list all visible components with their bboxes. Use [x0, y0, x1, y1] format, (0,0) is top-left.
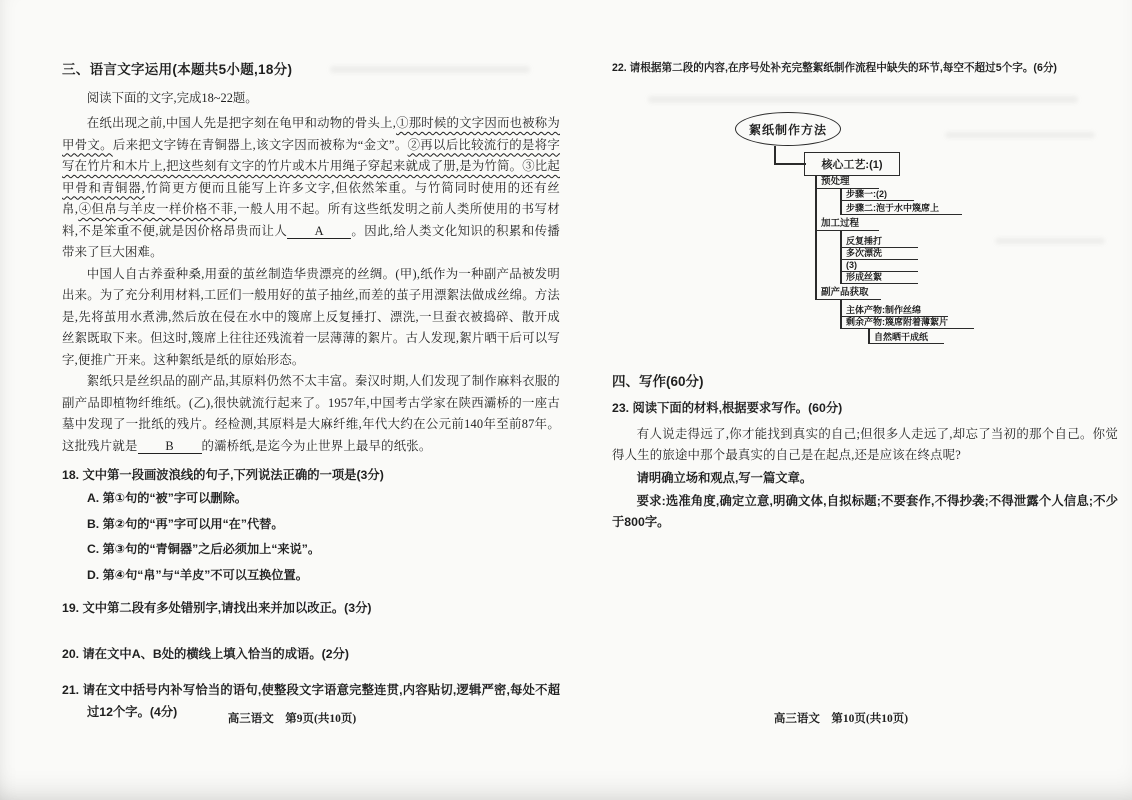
question-22-stem: 22. 请根据第二段的内容,在序号处补充完整絮纸制作流程中缺失的环节,每空不超过5个字。(6分): [612, 62, 1057, 74]
flowchart-root-ellipse: 絮纸制作方法: [735, 112, 841, 146]
question-18-option-c: C. 第③句的“青铜器”之后必须加上“来说”。: [87, 542, 321, 556]
passage-paragraph-2: 中国人自古养蚕种桑,用蚕的茧丝制造华贵漂亮的丝绸。(甲),纸作为一种副产品被发明出来。为了充分利用材料,工匠们一般用好的茧子抽丝,而差的茧子用漂絮法做成丝绵。方法是,先将茧用水煮沸,然后放在侵在水中的篾席上反复捶打、漂洗,一旦蚕衣被捣碎、散开成丝絮既取下来。但这时,篾席上往往还残流着一层薄薄的絮片。古人发现,絮片晒干后可以写字,便推广开来。这种絮纸是纸的原始形态。: [62, 266, 560, 367]
flowchart-branch-processing: 加工过程: [815, 218, 879, 231]
essay-instruction: 请明确立场和观点,写一篇文章。: [636, 471, 813, 485]
flowchart-process-step-3: (3): [840, 259, 918, 272]
flowchart-step-2: 步骤二:泡于水中篾席上: [840, 202, 962, 215]
text-segment: 竹简更方便而且能写上许多文字,但依然笨重。与竹简同时使用的还有丝帛,: [62, 180, 560, 216]
blank-a: A: [287, 225, 351, 239]
tree-trunk-line: [815, 176, 817, 300]
wavy-sentence-3: ③比起甲骨和青铜器,: [62, 159, 560, 195]
page-9: [62, 58, 560, 723]
text-segment: 的灞桥纸,是迄今为止世界上最早的纸张。: [201, 438, 432, 453]
question-19-stem: 19. 文中第二段有多处错别字,请找出来并加以改正。(3分): [62, 601, 372, 615]
question-18-option-b: B. 第②句的“再”字可以用“在”代替。: [87, 516, 284, 531]
page-footer-right: 高三语文 第10页(共10页): [773, 713, 909, 725]
flowchart-core-process-box: 核心工艺:(1): [804, 152, 900, 176]
question-18-option-a: A. 第①句的“被”字可以删除。: [87, 491, 247, 505]
passage-paragraph-1: [62, 113, 560, 264]
section-3-heading: 三、语言文字运用(本题共5小题,18分): [62, 62, 293, 77]
question-21-stem: 21. 请在文中括号内补写恰当的语句,使整段文字语意完整连贯,内容贴切,逻辑严密,每处不超过12个字。(4分): [62, 683, 560, 719]
connector-line: [774, 163, 806, 165]
text-segment: 。因此,给人类文化知识的积累和传播带来了巨大困难。: [62, 223, 561, 259]
section-4-heading: 四、写作(60分): [612, 374, 704, 389]
papermaking-flowchart: [718, 108, 1018, 360]
blank-b: B: [138, 440, 202, 454]
question-18-option-d: D. 第④句“帛”与“羊皮”不可以互换位置。: [87, 567, 308, 582]
flowchart-process-step-2: 多次漂洗: [840, 247, 918, 260]
page-10: [612, 58, 1118, 533]
flowchart-drying-step: 自然晒干成纸: [868, 331, 944, 344]
text-segment: 在纸出现之前,中国人先是把字刻在龟甲和动物的骨头上,: [86, 116, 397, 130]
essay-material: 有人说走得远了,你才能找到真实的自己;但很多人走远了,却忘了当初的那个自己。你觉得人生的旅途中那个最真实的自己是在起点,还是应该在终点呢?: [612, 427, 1118, 462]
question-18-stem: 18. 文中第一段画波浪线的句子,下列说法正确的一项是(3分): [62, 468, 384, 482]
question-23-stem: 23. 阅读下面的材料,根据要求写作。(60分): [612, 401, 843, 415]
wavy-sentence-1: ①那时候的文字因而也被称为甲骨文。: [62, 116, 560, 152]
connector-line: [774, 146, 776, 164]
flowchart-main-product: 主体产物:制作丝绵: [840, 304, 948, 317]
wavy-sentence-2: ②再以后比较流行的是将字写在竹片和木片上,把这些刻有文字的竹片或木片用绳子穿起来就成了册,是为竹简。: [62, 137, 560, 173]
flowchart-branch-pretreatment: 预处理: [815, 176, 879, 189]
flowchart-residual-product: 剩余产物:篾席附着薄絮片: [840, 316, 974, 329]
flowchart-process-step-4: 形成丝絮: [840, 271, 918, 284]
passage-paragraph-3: [62, 371, 560, 457]
text-segment: 絮纸只是丝织品的副产品,其原料仍然不太丰富。秦汉时期,人们发现了制作麻料衣服的副产品即植物纤维纸。(乙),很快就流行起来了。1957年,中国考古学家在陕西灞桥的一座古墓中发现了一批纸的残片。经检测,其原料是大麻纤维,年代大约在公元前140年至前87年。这批残片就是: [62, 374, 560, 453]
text-segment: 后来把文字铸在青铜器上,该文字因而被称为“金文”。: [112, 137, 408, 152]
flowchart-process-step-1: 反复捶打: [840, 235, 918, 248]
page-footer-left: 高三语文 第9页(共10页): [227, 713, 357, 725]
question-20-stem: 20. 请在文中A、B处的横线上填入恰当的成语。(2分): [62, 647, 349, 661]
flowchart-step-1: 步骤一:(2): [840, 188, 914, 201]
flowchart-branch-byproduct: 副产品获取: [815, 287, 881, 300]
essay-requirements: 要求:选准角度,确定立意,明确文体,自拟标题;不要套作,不得抄袭;不得泄露个人信息;不少于800字。: [612, 494, 1118, 529]
wavy-sentence-4: ④但帛与羊皮一样价格不菲,: [78, 202, 237, 216]
text-segment: 一般人用不起。所有这些纸发明之前人类所使用的书写材料,不是笨重不便,就是因价格昂贵而让人: [62, 202, 561, 238]
passage-intro: 阅读下面的文字,完成18~22题。: [86, 91, 258, 105]
